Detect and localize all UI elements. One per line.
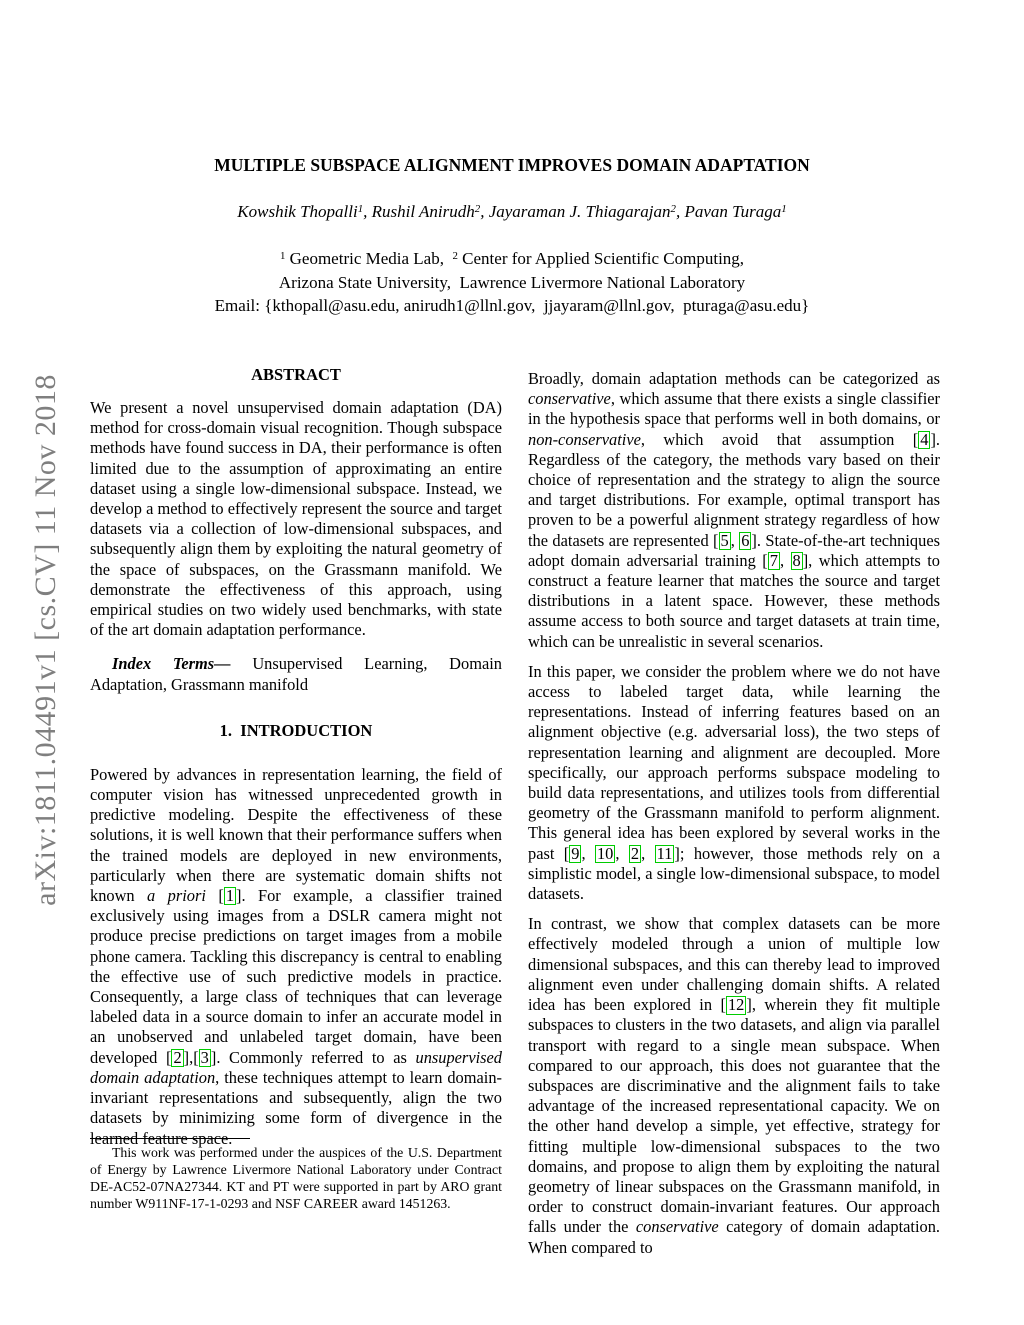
text-run: unsupervised domain adaptation [90, 1047, 502, 1087]
text-run: non-conservative [528, 429, 641, 449]
text-run: conservative [635, 1217, 719, 1237]
affiliation-superscript: 2 [670, 203, 676, 216]
body-paragraph-contribution [528, 914, 940, 1257]
text-run: , which assume that there exists a single classifier in the hypothesis space that performs well in both domains, or [528, 389, 940, 429]
introduction-heading: 1. INTRODUCTION [219, 720, 373, 740]
text-run: , [615, 843, 629, 863]
text-run: Broadly, domain adaptation methods can be categorized as [528, 369, 940, 388]
email-line: Email: {kthopall@asu.edu, anirudh1@llnl.gov, jjayaram@llnl.gov, pturaga@asu.edu} [214, 296, 810, 315]
index-terms [90, 654, 502, 694]
abstract-text: We present a novel unsupervised domain adaptation (DA) method for cross-domain visual recognition. Though subspace methods have found success in DA, their performance is often limited due to the assumption of approximating an entire dataset using a single low-dimensional subspace. Instead, we develop a method to effectively represent the source and target datasets via a collection of low-dimensional subspaces, and subsequently align them by exploiting the natural geometry of the space of subspaces, on the Grassmann manifold. We demonstrate the effectiveness of this approach, using empirical studies on two widely used benchmarks, with state of the art domain adaptation performance. [90, 398, 502, 640]
text-run: Geometric Media Lab, [285, 249, 453, 268]
citation-link[interactable]: 11 [656, 843, 673, 863]
text-run: In this paper, we consider the problem where we do not have access to labeled target data, while learning the representations. Instead of inferring features based on an alignment objective (e.g. adversarial loss), the two steps of representation learning and alignment are decoupled. More specifically, our approach performs subspace modeling to build data representations, and utilizes tools from differential geometry of the Grassmann manifold to perform alignment. This general idea has been explored by several works in the past [ [528, 661, 940, 863]
affiliation-line-1 [0, 247, 1024, 271]
citation-link[interactable]: 5 [720, 530, 729, 550]
text-run: , these techniques attempt to learn domain-invariant representations and subsequently, align the two datasets by minimizing some form of divergence in the learned feature space. [90, 1067, 502, 1148]
citation-link[interactable]: 8 [792, 550, 801, 570]
citation-link[interactable]: 1 [225, 886, 235, 906]
citation-link[interactable]: 2 [173, 1047, 182, 1067]
footnote-block [90, 1138, 502, 1213]
text-run: In contrast, we show that complex datasets can be more effectively modeled through a union of multiple low dimensional subspaces, and this can thereby lead to improved alignment even under challenging domain shifts. A related idea has been explored in [ [528, 914, 940, 1015]
text-run: conservative [528, 389, 611, 409]
affiliation-line-2: Arizona State University, Lawrence Livermore National Laboratory [278, 272, 746, 292]
text-run: , Jayaraman J. Thiagarajan [480, 202, 671, 221]
text-run: , Pavan Turaga [675, 202, 782, 221]
text-run: ]; however, those methods rely on a simplistic model, a single low-dimensional subspace, to model datasets. [528, 843, 941, 904]
text-run: , [581, 843, 595, 863]
body-paragraph-categories [528, 369, 940, 652]
text-run: Index Terms— [112, 654, 231, 674]
footnote-text: This work was performed under the auspices of the U.S. Department of Energy by Lawrence Livermore National Laboratory under Contract DE-AC52-07NA27344. KT and PT were supported in part by ARO grant number W911NF-17-1-0293 and NSF CAREER award 1451263. [90, 1145, 502, 1211]
affiliation-superscript: 1 [279, 250, 286, 263]
citation-link[interactable]: 3 [200, 1047, 209, 1067]
text-run: ],[ [183, 1047, 199, 1067]
right-column [528, 365, 940, 1258]
affiliation-superscript: 1 [781, 203, 787, 216]
paper-header [0, 154, 1024, 318]
footnote-rule [90, 1138, 250, 1139]
introduction-paragraph [90, 765, 502, 1149]
authors-line [0, 202, 1024, 222]
text-run: category of domain adaptation. When compared to [528, 1217, 941, 1257]
citation-link[interactable]: 4 [920, 429, 929, 449]
affiliation-superscript: 2 [452, 250, 458, 263]
citation-link[interactable]: 10 [596, 843, 614, 863]
paper-title: MULTIPLE SUBSPACE ALIGNMENT IMPROVES DOMAIN ADAPTATION [214, 155, 810, 175]
text-run: [ [205, 886, 224, 906]
text-run: Powered by advances in representation learning, the field of computer vision has witnessed unprecedented growth in predictive modeling. Despite the effectiveness of these solutions, it is well known that their performance suffers when the trained models are deployed in new environments, particularly when there are systematic domain shifts not known [90, 764, 502, 906]
body-paragraph-problem-setup [528, 662, 940, 904]
affiliations-block [0, 247, 1024, 318]
text-run: , [730, 530, 740, 550]
text-run: ]. Commonly referred to as [210, 1047, 416, 1067]
left-column [90, 365, 502, 1149]
text-run: ]. State-of-the-art techniques adopt domain adversarial training [ [528, 530, 940, 570]
text-run: ], wherein they fit multiple subspaces to clusters in the two datasets, and align via parallel transport with regard to a single mean subspace. When compared to our approach, this does not guarantee that the subspaces are discriminative and the alignment fails to take advantage of the increased representational capacity. We on the other hand develop a simple, yet effective, strategy for fitting multiple low-dimensional subspaces to the two domains, and propose to align them by exploiting the natural geometry of linear subspaces on the Grassmann manifold, in order to construct domain-invariant features. Our approach falls under the [528, 995, 940, 1237]
citation-link[interactable]: 2 [630, 843, 640, 863]
affiliation-superscript: 2 [474, 203, 481, 216]
citation-link[interactable]: 9 [571, 843, 580, 863]
arxiv-watermark: arXiv:1811.04491v1 [cs.CV] 11 Nov 2018 [29, 374, 62, 906]
citation-link[interactable]: 7 [769, 550, 778, 570]
text-run: , Rushil Anirudh [363, 202, 475, 221]
text-run: ], which attempts to construct a feature learner that matches the source and target distributions in a latent space. However, these methods assume access to both source and target datasets at train time, which can be unrealistic in several scenarios. [528, 550, 940, 651]
text-run: , [779, 550, 791, 570]
text-run: Center for Applied Scientific Computing, [457, 249, 745, 268]
text-run: ]. For example, a classifier trained exclusively using images from a DSLR camera might not produce precise predictions on target images from a mobile phone camera. Tackling this discrepancy is central to enabling the effective use of such predictive models in practice. Consequently, a large class of techniques that can leverage labeled data in a source domain to infer an accurate model in an unobserved and unlabeled target domain, have been developed [ [90, 886, 502, 1067]
citation-link[interactable]: 6 [741, 530, 750, 550]
affiliation-superscript: 1 [357, 203, 364, 216]
abstract-heading: ABSTRACT [251, 365, 341, 384]
text-run: ]. Regardless of the category, the methods vary based on their choice of representation and the strategy to align the source and target distributions. For example, optimal transport has proven to be a powerful alignment strategy regardless of how the datasets are represented [ [528, 429, 940, 550]
text-run: , which avoid that assumption [ [640, 429, 919, 449]
text-run: a priori [147, 886, 206, 906]
text-run: Kowshik Thopalli [237, 202, 358, 221]
citation-link[interactable]: 12 [727, 995, 745, 1015]
text-run: Unsupervised Learning, Domain Adaptation, Grassmann manifold [90, 654, 502, 694]
text-run: , [641, 843, 655, 863]
